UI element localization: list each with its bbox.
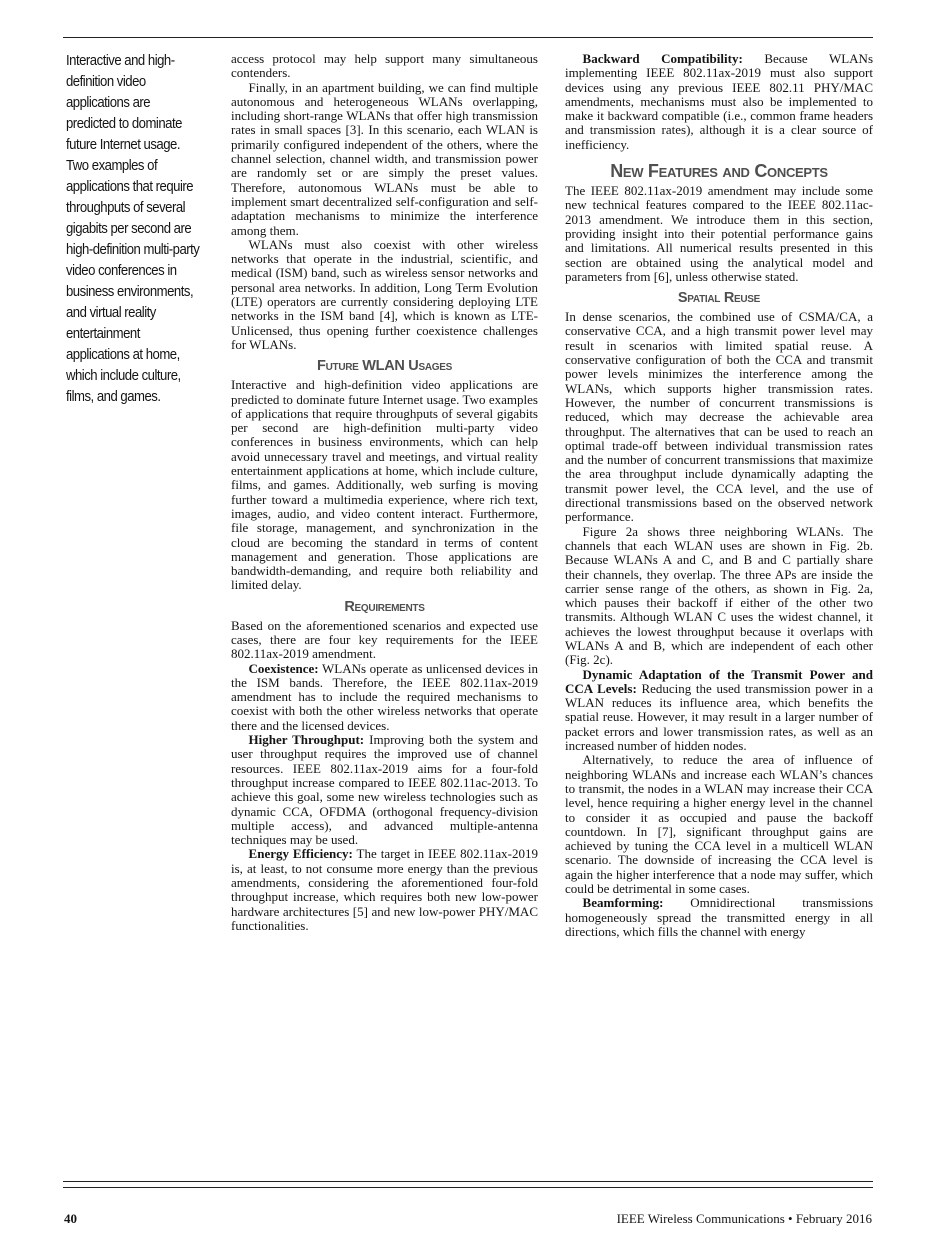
paragraph: Interactive and high-definition video applications are predicted to dominate future Internet usage. Two examples of applications that require throughputs of several gigabits per second are high-definition multi-party video conferences in business environments, which can help avoid unnecessary travel and meetings, and virtual reality entertainment applications at home, which include culture, films, and games. Additionally, web surfing is moving further toward a multimedia experience, where rich text, images, audio, and video content interact. Furthermore, file storage, management, and synchronization in the cloud are becoming the standard in terms of content management and generation. Those applications are bandwidth-demanding, and require both reliability and limited delay. [231, 377, 538, 593]
paragraph: access protocol may help support many simultaneous contenders. [231, 51, 538, 81]
section-heading-features: New Features and Concepts [610, 161, 828, 182]
run-in-heading: Backward Compatibility: [582, 51, 743, 66]
paragraph-text: Because WLANs implementing IEEE 802.11ax-2019 must also support devices using any previous IEEE 802.11 PHY/MAC amendments, mechanisms must also be implemented to make it backward compatible (i.e., common frame headers and transmission rates), although it is a clear source of inefficiency. [565, 51, 874, 152]
bottom-rule-thin [63, 1187, 873, 1188]
pull-quote: Interactive and high-definition video applications are predicted to dominate future Internet usage. Two examples of applications that require throughputs of several gigabits per second are high-definition multi-party video conferences in business environments, and virtual reality entertainment applications at home, which include culture, films, and games. [66, 53, 200, 405]
paragraph: Alternatively, to reduce the area of influence of neighboring WLANs and increase each WLAN’s chances to transmit, the nodes in a WLAN may increase their CCA level, hence requiring a higher energy level in the channel to consider it as occupied and pause the backoff countdown. In [7], significant throughput gains are achieved by tuning the CCA level in a multicell WLAN scenario. The downside of increasing the CCA level is again the higher interference that a node may suffer, which could be detrimental in some cases. [565, 752, 873, 897]
bottom-rule [63, 1181, 873, 1182]
top-rule [63, 37, 873, 38]
paragraph: WLANs must also coexist with other wireless networks that operate in the industrial, scientific, and medical (ISM) band, such as wireless sensor networks and personal area networks. In addition, Long Term Evolution (LTE) operators are currently considering deploying LTE networks in the ISM band [4], which is known as LTE-Unlicensed, thus opening further coexistence challenges for WLANs. [231, 236, 538, 352]
paragraph-dynamic [565, 668, 873, 754]
section-heading-spatial: Spatial Reuse [677, 290, 761, 307]
paragraph-coexistence [231, 662, 538, 733]
run-in-heading: Dynamic Adaptation of the Transmit Power and CCA Levels: [565, 666, 873, 696]
paragraph: Figure 2a shows three neighboring WLANs. The channels that each WLAN uses are shown in Fig. 2b. Because WLANs A and C, and B and C partially share their channels, they overlap. The three APs are inside the carrier sense range of the others, as shown in Fig. 2a, which pauses their backoff if either of the other two transmits. Although WLAN C uses the widest channel, it achieves the lowest throughput because it overlaps with WLANs A and B, which are independent of each other (Fig. 2c). [565, 523, 873, 668]
run-in-heading: Energy Efficiency: [248, 846, 353, 862]
journal-footer: IEEE Wireless Communications • February 2016 [616, 1211, 872, 1226]
paragraph-text: WLANs operate as unlicensed devices in the ISM bands. Therefore, the IEEE 802.11ax-2019 amendment has to include the required mechanisms to coexist with both the other wireless networks that operate there and the licensed devices. [231, 660, 538, 733]
column-right [565, 52, 873, 939]
paragraph-backward [565, 52, 873, 152]
paragraph: Finally, in an apartment building, we can find multiple autonomous and heterogeneous WLANs overlapping, including short-range WLANs that offer high transmission rates in small spaces [3]. In this scenario, each WLAN is primarily configured independent of the others, where the channel selection, channel width, and transmission power are randomly set or are simply the preset values. Therefore, autonomous WLANs must be able to implement smart decentralized self-configuration and self-adaptation mechanisms to minimize the interference among them. [231, 79, 538, 238]
paragraph-text: Reducing the used transmission power in a WLAN reduces its influence area, which benefits the spatial reuse. However, it may result in a larger number of packet errors and lower transmission rates, as well as an increased number of hidden nodes. [565, 680, 873, 754]
paragraph-text: Improving both the system and user throughput requires the improved use of channel resources. IEEE 802.11ax-2019 aims for a four-fold throughput increase compared to IEEE 802.11ac-2013. To achieve this goal, some new wireless technologies such as dynamic CCA, OFDMA (orthogonal frequency-division multiple access), and advanced multiple-antenna techniques may be used. [231, 732, 538, 848]
paragraph-throughput [231, 733, 538, 847]
paragraph: The IEEE 802.11ax-2019 amendment may include some new technical features compared to the IEEE 802.11ac-2013 amendment. We introduce them in this section, providing insight into their potential performance gains and limitations. All numerical results presented in this section are obtained using the analytical model and parameters from [6], unless otherwise stated. [565, 183, 873, 284]
page-number: 40 [64, 1211, 77, 1226]
paragraph-beamforming [565, 896, 873, 939]
run-in-heading: Higher Throughput: [248, 732, 365, 748]
paragraph-text: Omnidirectional transmissions homogeneously spread the transmitted energy in all directions, which fills the channel with energy [565, 895, 873, 939]
run-in-heading: Coexistence: [248, 660, 319, 676]
section-heading-requirements: Requirements [344, 598, 425, 615]
run-in-heading: Beamforming: [582, 895, 664, 911]
paragraph: In dense scenarios, the combined use of CSMA/CA, a conservative CCA, and a high transmit power level may result in scenarios with limited spatial reuse. A conservative configuration of both the CCA and transmit power levels minimizes the interference among the WLANs, which supports higher transmission rates. However, the number of concurrent transmissions is reduced, which may decrease the achievable area throughput. The alternatives that can be used to reach an optimal trade-off between individual transmission rates and the number of concurrent transmissions that maximize the area throughput include dynamically adapting the transmit power level, the CCA level, and the use of directional transmissions based on the observed network performance. [565, 309, 873, 525]
paragraph-text: The target in IEEE 802.11ax-2019 is, at least, to not consume more energy than the previous amendments, considering the aforementioned four-fold throughput increase, which requires both new low-power hardware architectures [5] and new low-power PHY/MAC functionalities. [231, 846, 538, 933]
paragraph: Based on the aforementioned scenarios and expected use cases, there are four key requirements for the IEEE 802.11ax-2019 amendment. [231, 617, 538, 662]
paragraph-energy [231, 847, 538, 933]
column-middle [231, 52, 538, 933]
section-heading-usages: Future WLAN Usages [317, 358, 452, 375]
